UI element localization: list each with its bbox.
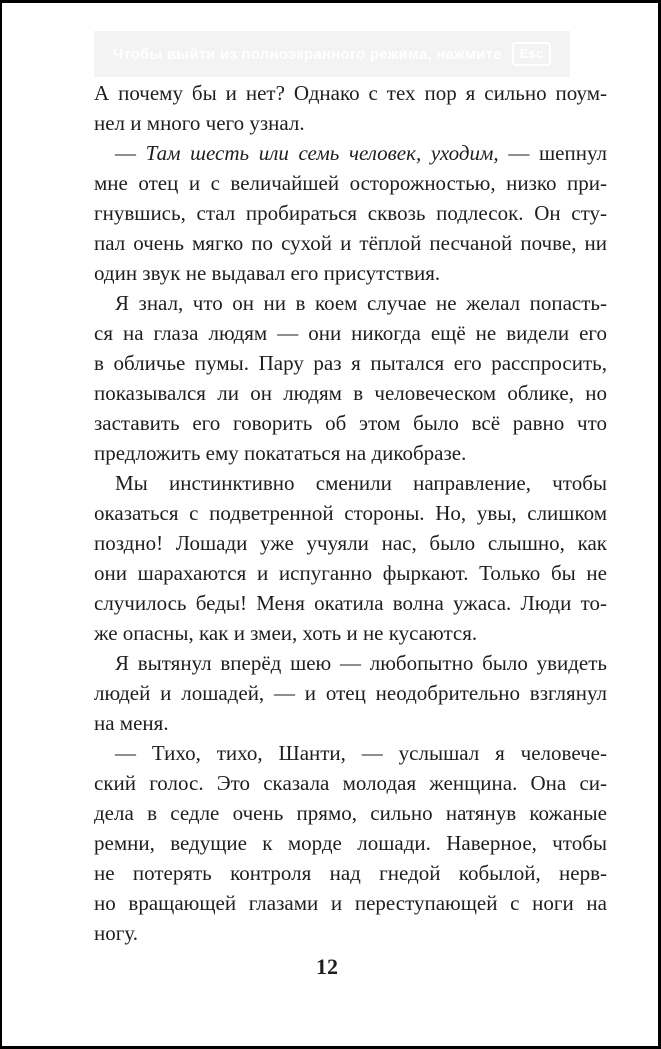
- text-line: [94, 468, 607, 498]
- text-segment: но вращающей глазами и переступающей с ноги на: [94, 891, 607, 915]
- text-line: [94, 738, 607, 768]
- text-segment: Я вытянул вперёд шею — любопытно было увидеть: [115, 651, 607, 675]
- text-segment: показывался ли он людям в человеческом облике, но: [94, 381, 607, 405]
- text-line: [94, 228, 607, 258]
- page-number: 12: [316, 954, 338, 979]
- text-segment: они шарахаются и испуганно фыркают. Только бы не: [94, 561, 607, 585]
- text-segment: заставить его говорить об этом было всё равно что: [94, 411, 607, 435]
- text-line: [94, 288, 607, 318]
- text-segment: А почему бы и нет? Однако с тех пор я сильно поум-: [94, 81, 607, 105]
- text-line: [94, 378, 607, 408]
- text-line: [94, 258, 607, 288]
- text-segment: — шепнул: [498, 141, 608, 165]
- text-line: [94, 78, 607, 108]
- text-segment: оказаться с подветренной стороны. Но, увы, слишком: [94, 501, 607, 525]
- text-line: [94, 138, 607, 168]
- text-segment: ногу.: [94, 921, 138, 945]
- text-line: [94, 648, 607, 678]
- text-line: [94, 588, 607, 618]
- text-block: [94, 78, 607, 948]
- text-line: [94, 168, 607, 198]
- text-segment: Там шесть или семь человек, уходим,: [145, 141, 499, 165]
- text-segment: ся на глаза людям — они никогда ещё не видели его: [94, 321, 607, 345]
- text-segment: в обличье пумы. Пару раз я пытался его расспросить,: [94, 351, 607, 375]
- text-line: [94, 348, 607, 378]
- text-segment: —: [115, 141, 146, 165]
- text-segment: гнувшись, стал пробираться сквозь подлесок. Он сту-: [94, 201, 607, 225]
- text-segment: же опасны, как и змеи, хоть и не кусаются.: [94, 621, 478, 645]
- toast-message: Чтобы выйти из полноэкранного режима, нажмите: [112, 45, 502, 63]
- text-segment: — Тихо, тихо, Шанти, — услышал я человече-: [115, 741, 607, 765]
- text-segment: ский голос. Это сказала молодая женщина. Она си-: [94, 771, 607, 795]
- text-line: [94, 888, 607, 918]
- text-segment: Я знал, что он ни в коем случае не желал попасть-: [115, 291, 607, 315]
- text-line: [94, 918, 607, 948]
- text-line: [94, 678, 607, 708]
- text-line: [94, 108, 607, 138]
- text-line: [94, 558, 607, 588]
- text-segment: пал очень мягко по сухой и тёплой песчаной почве, ни: [94, 231, 607, 255]
- text-segment: на меня.: [94, 711, 169, 735]
- text-line: [94, 528, 607, 558]
- text-segment: не потерять контроля над гнедой кобылой, нерв-: [94, 861, 607, 885]
- text-line: [94, 858, 607, 888]
- text-segment: ремни, ведущие к морде лошади. Наверное, чтобы: [94, 831, 607, 855]
- esc-key-badge: Esc: [512, 42, 552, 66]
- text-line: [94, 768, 607, 798]
- text-line: [94, 708, 607, 738]
- text-line: [94, 318, 607, 348]
- text-segment: случилось беды! Меня окатила волна ужаса. Люди то-: [94, 591, 607, 615]
- text-segment: нел и много чего узнал.: [94, 111, 305, 135]
- text-line: [94, 798, 607, 828]
- text-segment: мне отец и с величайшей осторожностью, низко при-: [94, 171, 607, 195]
- text-line: [94, 828, 607, 858]
- text-segment: Мы инстинктивно сменили направление, чтобы: [115, 471, 607, 495]
- text-segment: поздно! Лошади уже учуяли нас, было слышно, как: [94, 531, 607, 555]
- text-segment: дела в седле очень прямо, сильно натянув кожаные: [94, 801, 607, 825]
- text-line: [94, 618, 607, 648]
- text-line: [94, 408, 607, 438]
- text-line: [94, 498, 607, 528]
- text-segment: предложить ему покататься на дикобразе.: [94, 441, 467, 465]
- fullscreen-exit-toast: [94, 31, 570, 77]
- text-line: [94, 438, 607, 468]
- text-segment: один звук не выдавал его присутствия.: [94, 261, 441, 285]
- text-line: [94, 198, 607, 228]
- text-segment: людей и лошадей, — и отец неодобрительно взглянул: [94, 681, 607, 705]
